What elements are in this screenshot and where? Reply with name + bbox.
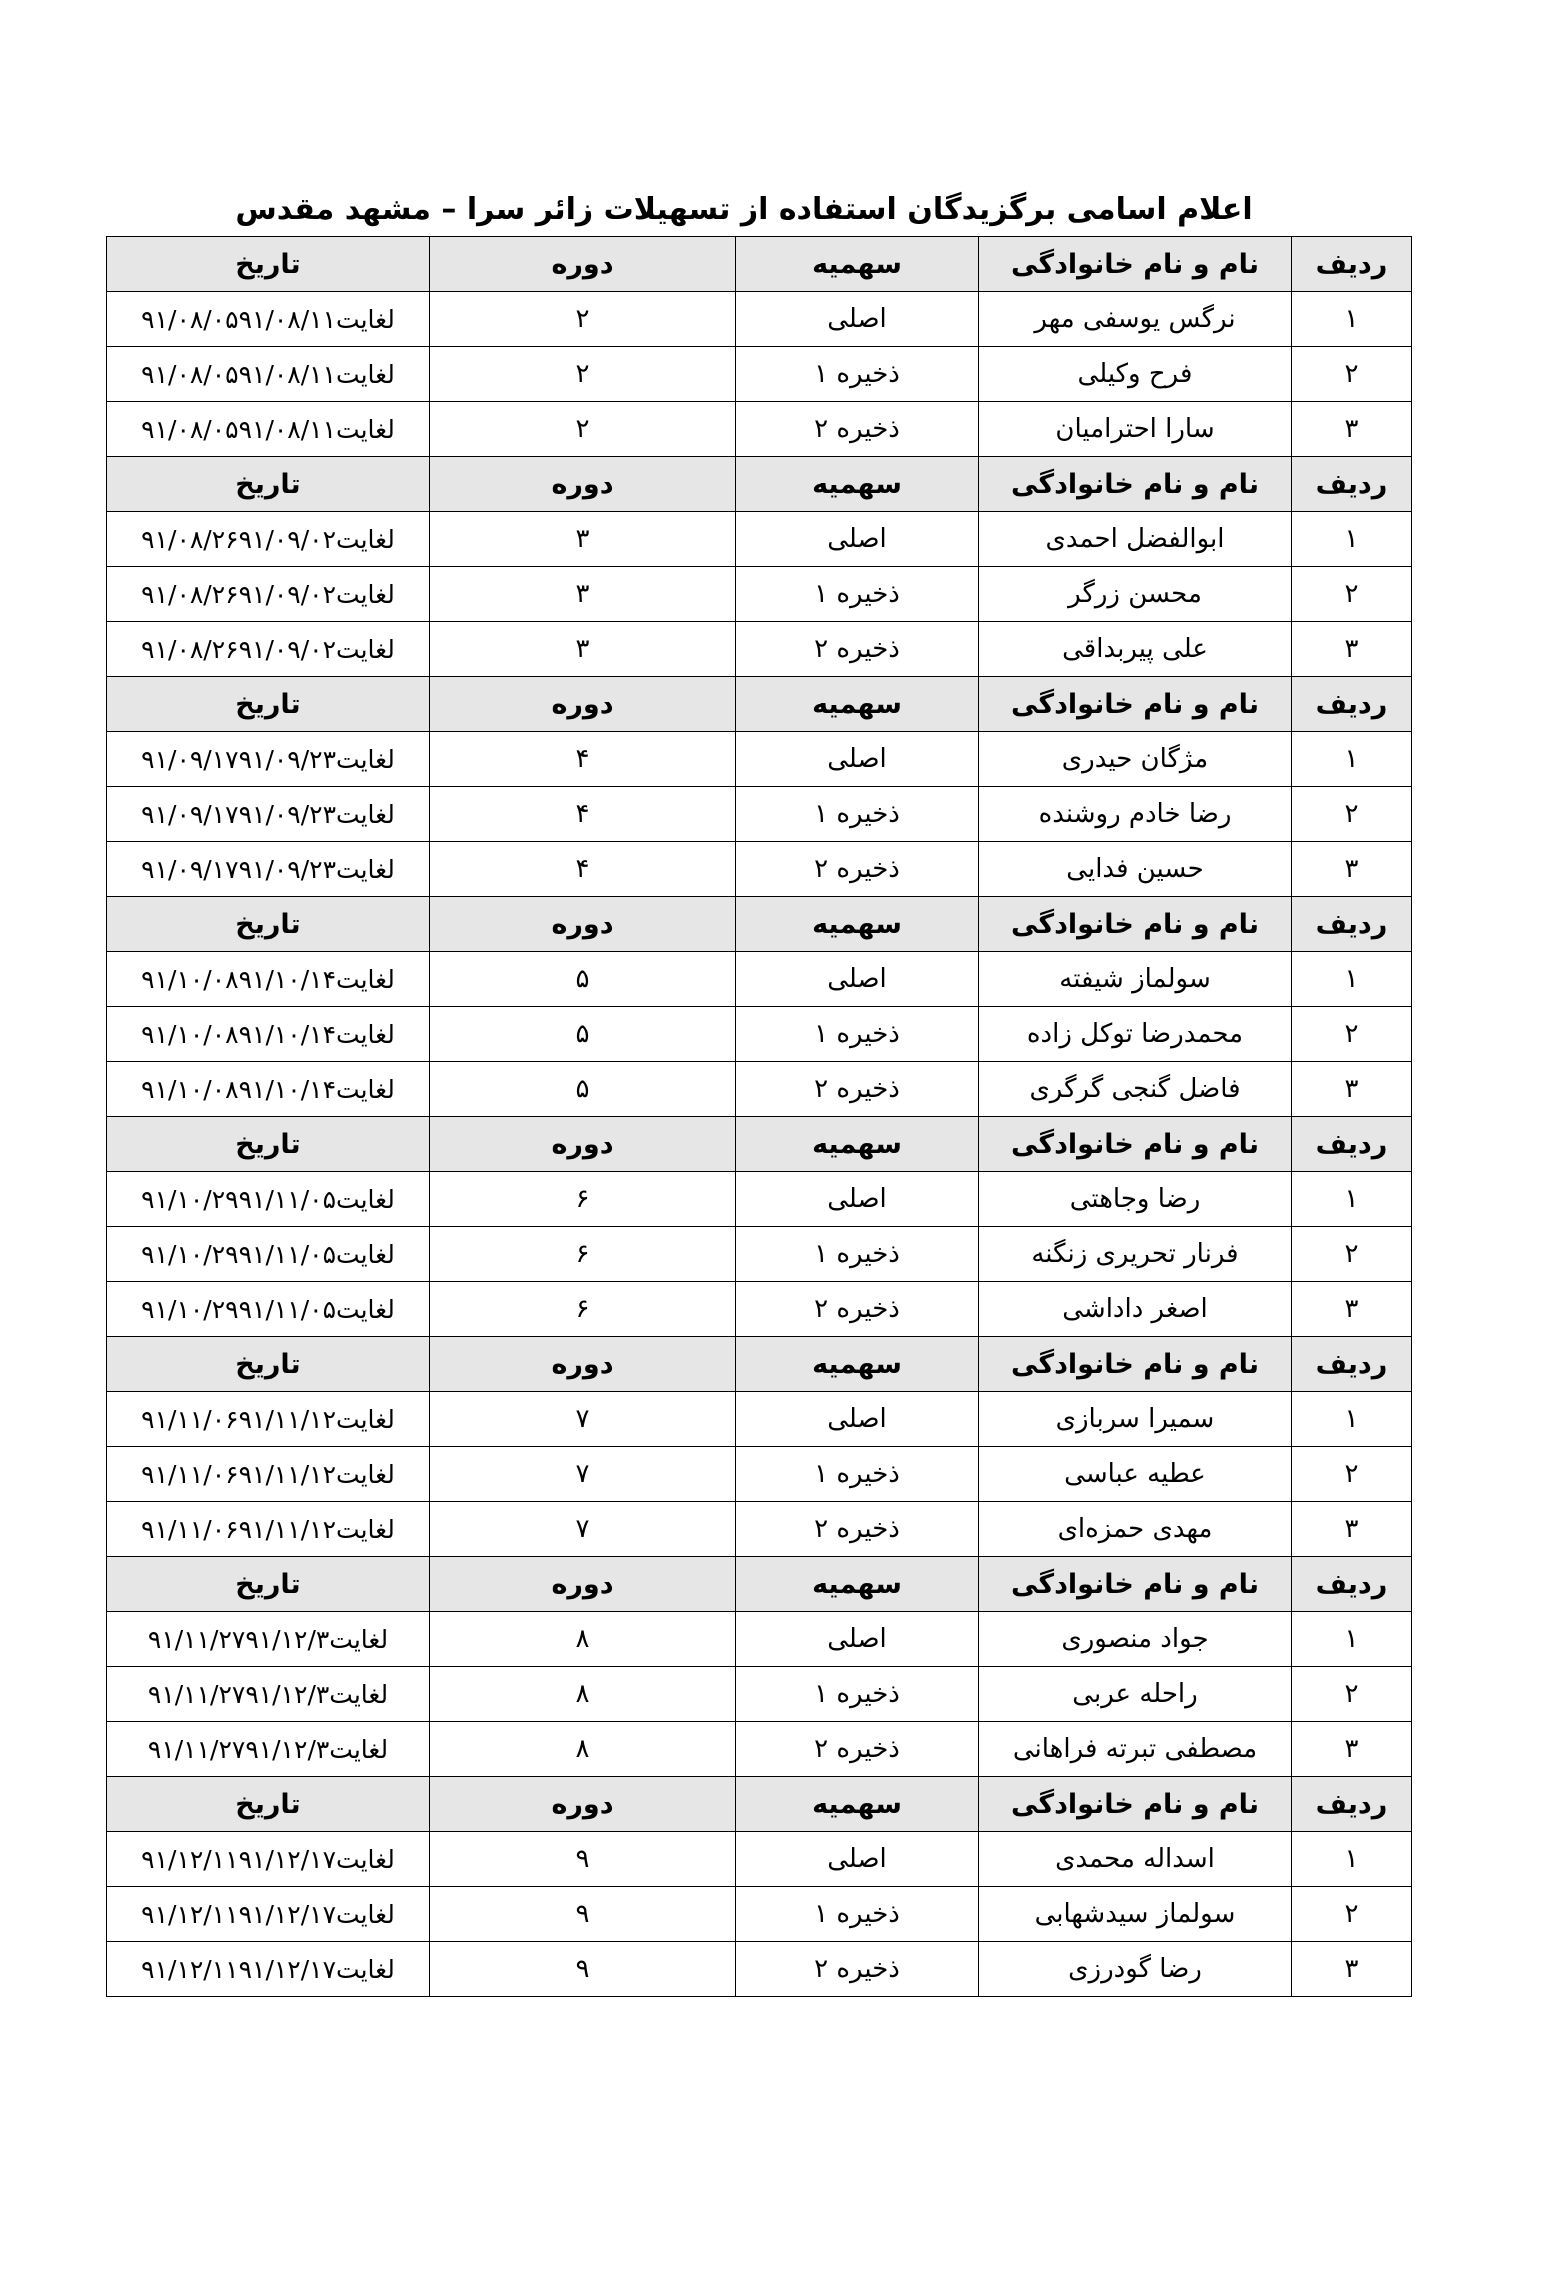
date-range-cell: ۹۱/۱۱/۰۶لغایت۹۱/۱۱/۱۲ xyxy=(107,1392,430,1447)
full-name-cell: سولماز سیدشهابی xyxy=(979,1887,1292,1942)
table-row xyxy=(107,1887,1412,1942)
full-name-cell: محسن زرگر xyxy=(979,567,1292,622)
period-cell: ۴ xyxy=(430,732,736,787)
quota-cell: ذخیره ۱ xyxy=(736,1887,979,1942)
date-range-cell: ۹۱/۱۰/۲۹لغایت۹۱/۱۱/۰۵ xyxy=(107,1282,430,1337)
full-name-cell: مهدی حمزه‌ای xyxy=(979,1502,1292,1557)
page-title: اعلام اسامی برگزیدگان استفاده از تسهیلات زائر سرا – مشهد مقدس xyxy=(235,192,1253,227)
row-number-cell: ۲ xyxy=(1292,1227,1412,1282)
date-range-cell: ۹۱/۱۰/۲۹لغایت۹۱/۱۱/۰۵ xyxy=(107,1227,430,1282)
header-quota: سهمیه xyxy=(736,1557,979,1612)
date-range-cell: ۹۱/۰۸/۲۶لغایت۹۱/۰۹/۰۲ xyxy=(107,512,430,567)
full-name-cell: اصغر داداشی xyxy=(979,1282,1292,1337)
header-full-name: نام و نام خانوادگی xyxy=(979,1777,1292,1832)
period-cell: ۷ xyxy=(430,1392,736,1447)
full-name-cell: رضا وجاهتی xyxy=(979,1172,1292,1227)
row-number-cell: ۲ xyxy=(1292,1887,1412,1942)
header-date: تاریخ xyxy=(107,1557,430,1612)
date-range-cell: ۹۱/۱۰/۲۹لغایت۹۱/۱۱/۰۵ xyxy=(107,1172,430,1227)
table-row xyxy=(107,512,1412,567)
table-header-row xyxy=(107,1777,1412,1832)
table-row xyxy=(107,1722,1412,1777)
row-number-cell: ۱ xyxy=(1292,952,1412,1007)
period-cell: ۵ xyxy=(430,1007,736,1062)
period-cell: ۳ xyxy=(430,622,736,677)
row-number-cell: ۲ xyxy=(1292,347,1412,402)
winners-table-body xyxy=(107,237,1412,1997)
row-number-cell: ۳ xyxy=(1292,1502,1412,1557)
header-row-number: ردیف xyxy=(1292,1117,1412,1172)
header-row-number: ردیف xyxy=(1292,897,1412,952)
period-cell: ۸ xyxy=(430,1667,736,1722)
header-date: تاریخ xyxy=(107,1337,430,1392)
full-name-cell: رضا گودرزی xyxy=(979,1942,1292,1997)
row-number-cell: ۱ xyxy=(1292,1612,1412,1667)
header-date: تاریخ xyxy=(107,457,430,512)
quota-cell: اصلی xyxy=(736,292,979,347)
period-cell: ۴ xyxy=(430,787,736,842)
header-period: دوره xyxy=(430,1337,736,1392)
quota-cell: اصلی xyxy=(736,952,979,1007)
row-number-cell: ۱ xyxy=(1292,1392,1412,1447)
date-range-cell: ۹۱/۰۸/۲۶لغایت۹۱/۰۹/۰۲ xyxy=(107,567,430,622)
period-cell: ۹ xyxy=(430,1887,736,1942)
full-name-cell: سولماز شیفته xyxy=(979,952,1292,1007)
quota-cell: ذخیره ۱ xyxy=(736,1007,979,1062)
period-cell: ۸ xyxy=(430,1612,736,1667)
table-row xyxy=(107,787,1412,842)
quota-cell: اصلی xyxy=(736,1172,979,1227)
row-number-cell: ۳ xyxy=(1292,1942,1412,1997)
quota-cell: ذخیره ۲ xyxy=(736,402,979,457)
full-name-cell: راحله عربی xyxy=(979,1667,1292,1722)
table-row xyxy=(107,1392,1412,1447)
header-quota: سهمیه xyxy=(736,1337,979,1392)
header-period: دوره xyxy=(430,1117,736,1172)
table-header-row xyxy=(107,1557,1412,1612)
period-cell: ۵ xyxy=(430,952,736,1007)
period-cell: ۶ xyxy=(430,1282,736,1337)
header-quota: سهمیه xyxy=(736,457,979,512)
period-cell: ۴ xyxy=(430,842,736,897)
date-range-cell: ۹۱/۰۹/۱۷لغایت۹۱/۰۹/۲۳ xyxy=(107,842,430,897)
header-period: دوره xyxy=(430,677,736,732)
period-cell: ۲ xyxy=(430,402,736,457)
header-row-number: ردیف xyxy=(1292,457,1412,512)
table-row xyxy=(107,402,1412,457)
row-number-cell: ۲ xyxy=(1292,1007,1412,1062)
table-header-row xyxy=(107,677,1412,732)
period-cell: ۷ xyxy=(430,1502,736,1557)
full-name-cell: مژگان حیدری xyxy=(979,732,1292,787)
period-cell: ۲ xyxy=(430,292,736,347)
row-number-cell: ۲ xyxy=(1292,567,1412,622)
quota-cell: ذخیره ۲ xyxy=(736,1062,979,1117)
table-row xyxy=(107,1172,1412,1227)
header-period: دوره xyxy=(430,457,736,512)
date-range-cell: ۹۱/۱۱/۰۶لغایت۹۱/۱۱/۱۲ xyxy=(107,1447,430,1502)
quota-cell: ذخیره ۲ xyxy=(736,1282,979,1337)
table-row xyxy=(107,1942,1412,1997)
header-full-name: نام و نام خانوادگی xyxy=(979,677,1292,732)
full-name-cell: حسین فدایی xyxy=(979,842,1292,897)
header-quota: سهمیه xyxy=(736,1777,979,1832)
period-cell: ۲ xyxy=(430,347,736,402)
header-row-number: ردیف xyxy=(1292,1557,1412,1612)
row-number-cell: ۳ xyxy=(1292,1062,1412,1117)
date-range-cell: ۹۱/۱۱/۲۷لغایت۹۱/۱۲/۳ xyxy=(107,1612,430,1667)
quota-cell: ذخیره ۱ xyxy=(736,567,979,622)
header-date: تاریخ xyxy=(107,897,430,952)
row-number-cell: ۲ xyxy=(1292,787,1412,842)
date-range-cell: ۹۱/۱۲/۱۱لغایت۹۱/۱۲/۱۷ xyxy=(107,1887,430,1942)
header-full-name: نام و نام خانوادگی xyxy=(979,237,1292,292)
period-cell: ۸ xyxy=(430,1722,736,1777)
table-row xyxy=(107,1832,1412,1887)
period-cell: ۷ xyxy=(430,1447,736,1502)
table-row xyxy=(107,1282,1412,1337)
table-row xyxy=(107,1447,1412,1502)
header-full-name: نام و نام خانوادگی xyxy=(979,897,1292,952)
date-range-cell: ۹۱/۱۰/۰۸لغایت۹۱/۱۰/۱۴ xyxy=(107,1007,430,1062)
table-header-row xyxy=(107,1117,1412,1172)
quota-cell: اصلی xyxy=(736,512,979,567)
period-cell: ۹ xyxy=(430,1832,736,1887)
row-number-cell: ۱ xyxy=(1292,732,1412,787)
table-header-row xyxy=(107,237,1412,292)
header-quota: سهمیه xyxy=(736,1117,979,1172)
full-name-cell: محمدرضا توکل زاده xyxy=(979,1007,1292,1062)
header-full-name: نام و نام خانوادگی xyxy=(979,1557,1292,1612)
table-header-row xyxy=(107,1337,1412,1392)
row-number-cell: ۳ xyxy=(1292,1282,1412,1337)
header-quota: سهمیه xyxy=(736,677,979,732)
header-full-name: نام و نام خانوادگی xyxy=(979,457,1292,512)
header-row-number: ردیف xyxy=(1292,677,1412,732)
full-name-cell: نرگس یوسفی مهر xyxy=(979,292,1292,347)
row-number-cell: ۱ xyxy=(1292,1832,1412,1887)
date-range-cell: ۹۱/۱۱/۰۶لغایت۹۱/۱۱/۱۲ xyxy=(107,1502,430,1557)
date-range-cell: ۹۱/۰۸/۰۵لغایت۹۱/۰۸/۱۱ xyxy=(107,292,430,347)
header-full-name: نام و نام خانوادگی xyxy=(979,1117,1292,1172)
date-range-cell: ۹۱/۰۸/۰۵لغایت۹۱/۰۸/۱۱ xyxy=(107,402,430,457)
period-cell: ۳ xyxy=(430,512,736,567)
header-date: تاریخ xyxy=(107,1777,430,1832)
full-name-cell: اسداله محمدی xyxy=(979,1832,1292,1887)
header-row-number: ردیف xyxy=(1292,1777,1412,1832)
table-row xyxy=(107,567,1412,622)
table-header-row xyxy=(107,457,1412,512)
period-cell: ۶ xyxy=(430,1227,736,1282)
row-number-cell: ۱ xyxy=(1292,1172,1412,1227)
header-period: دوره xyxy=(430,237,736,292)
header-period: دوره xyxy=(430,1777,736,1832)
date-range-cell: ۹۱/۱۲/۱۱لغایت۹۱/۱۲/۱۷ xyxy=(107,1832,430,1887)
header-quota: سهمیه xyxy=(736,897,979,952)
date-range-cell: ۹۱/۱۱/۲۷لغایت۹۱/۱۲/۳ xyxy=(107,1667,430,1722)
quota-cell: ذخیره ۱ xyxy=(736,1667,979,1722)
date-range-cell: ۹۱/۰۹/۱۷لغایت۹۱/۰۹/۲۳ xyxy=(107,787,430,842)
date-range-cell: ۹۱/۱۲/۱۱لغایت۹۱/۱۲/۱۷ xyxy=(107,1942,430,1997)
full-name-cell: جواد منصوری xyxy=(979,1612,1292,1667)
full-name-cell: عطیه عباسی xyxy=(979,1447,1292,1502)
date-range-cell: ۹۱/۰۸/۲۶لغایت۹۱/۰۹/۰۲ xyxy=(107,622,430,677)
date-range-cell: ۹۱/۱۱/۲۷لغایت۹۱/۱۲/۳ xyxy=(107,1722,430,1777)
quota-cell: ذخیره ۲ xyxy=(736,622,979,677)
row-number-cell: ۲ xyxy=(1292,1667,1412,1722)
header-date: تاریخ xyxy=(107,1117,430,1172)
quota-cell: ذخیره ۲ xyxy=(736,1502,979,1557)
period-cell: ۵ xyxy=(430,1062,736,1117)
header-row-number: ردیف xyxy=(1292,1337,1412,1392)
quota-cell: ذخیره ۱ xyxy=(736,1447,979,1502)
quota-cell: ذخیره ۲ xyxy=(736,1942,979,1997)
full-name-cell: فرنار تحریری زنگنه xyxy=(979,1227,1292,1282)
full-name-cell: ابوالفضل احمدی xyxy=(979,512,1292,567)
full-name-cell: فرح وکیلی xyxy=(979,347,1292,402)
table-row xyxy=(107,292,1412,347)
date-range-cell: ۹۱/۰۸/۰۵لغایت۹۱/۰۸/۱۱ xyxy=(107,347,430,402)
table-row xyxy=(107,1062,1412,1117)
full-name-cell: فاضل گنجی گرگری xyxy=(979,1062,1292,1117)
header-period: دوره xyxy=(430,897,736,952)
row-number-cell: ۳ xyxy=(1292,402,1412,457)
table-row xyxy=(107,622,1412,677)
table-row xyxy=(107,1667,1412,1722)
table-row xyxy=(107,732,1412,787)
quota-cell: اصلی xyxy=(736,1392,979,1447)
quota-cell: ذخیره ۱ xyxy=(736,787,979,842)
period-cell: ۶ xyxy=(430,1172,736,1227)
header-full-name: نام و نام خانوادگی xyxy=(979,1337,1292,1392)
table-header-row xyxy=(107,897,1412,952)
winners-table xyxy=(106,236,1412,1997)
quota-cell: ذخیره ۲ xyxy=(736,1722,979,1777)
quota-cell: اصلی xyxy=(736,1612,979,1667)
table-row xyxy=(107,952,1412,1007)
row-number-cell: ۳ xyxy=(1292,622,1412,677)
row-number-cell: ۳ xyxy=(1292,1722,1412,1777)
date-range-cell: ۹۱/۱۰/۰۸لغایت۹۱/۱۰/۱۴ xyxy=(107,1062,430,1117)
period-cell: ۹ xyxy=(430,1942,736,1997)
header-date: تاریخ xyxy=(107,677,430,732)
full-name-cell: علی پیربداقی xyxy=(979,622,1292,677)
period-cell: ۳ xyxy=(430,567,736,622)
table-row xyxy=(107,1227,1412,1282)
row-number-cell: ۱ xyxy=(1292,512,1412,567)
header-date: تاریخ xyxy=(107,237,430,292)
row-number-cell: ۲ xyxy=(1292,1447,1412,1502)
full-name-cell: سارا احترامیان xyxy=(979,402,1292,457)
table-row xyxy=(107,1007,1412,1062)
quota-cell: ذخیره ۱ xyxy=(736,347,979,402)
table-row xyxy=(107,842,1412,897)
table-row xyxy=(107,1502,1412,1557)
quota-cell: اصلی xyxy=(736,1832,979,1887)
table-row xyxy=(107,347,1412,402)
header-quota: سهمیه xyxy=(736,237,979,292)
date-range-cell: ۹۱/۰۹/۱۷لغایت۹۱/۰۹/۲۳ xyxy=(107,732,430,787)
table-row xyxy=(107,1612,1412,1667)
row-number-cell: ۱ xyxy=(1292,292,1412,347)
header-period: دوره xyxy=(430,1557,736,1612)
header-row-number: ردیف xyxy=(1292,237,1412,292)
quota-cell: ذخیره ۱ xyxy=(736,1227,979,1282)
full-name-cell: سمیرا سربازی xyxy=(979,1392,1292,1447)
row-number-cell: ۳ xyxy=(1292,842,1412,897)
date-range-cell: ۹۱/۱۰/۰۸لغایت۹۱/۱۰/۱۴ xyxy=(107,952,430,1007)
full-name-cell: رضا خادم روشنده xyxy=(979,787,1292,842)
quota-cell: ذخیره ۲ xyxy=(736,842,979,897)
full-name-cell: مصطفی تبرته فراهانی xyxy=(979,1722,1292,1777)
quota-cell: اصلی xyxy=(736,732,979,787)
